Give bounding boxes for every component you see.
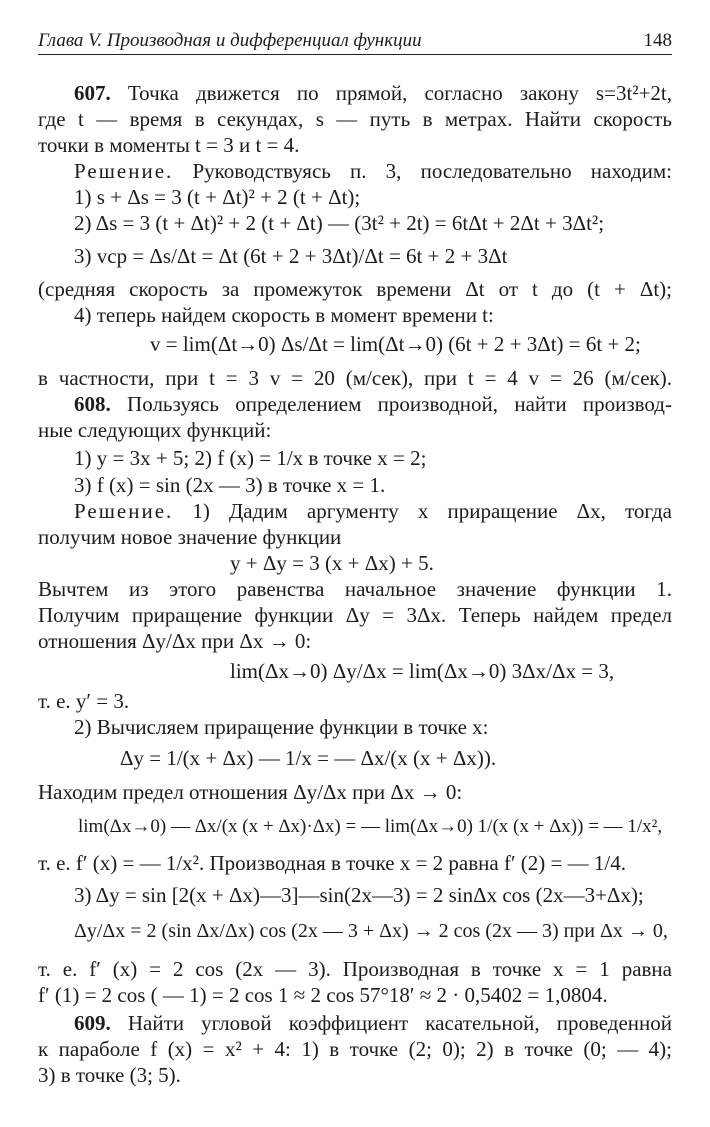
formula-line: Δy/Δx = 2 (sin Δx/Δx) cos (2x — 3 + Δx) → 2 cos (2x — 3) при Δx → 0, — [74, 920, 668, 942]
text-line: т. е. f′ (x) = 2 cos (2x — 3). Производная в точке x = 1 равна — [38, 957, 672, 981]
solution-label: Решение. — [74, 159, 174, 183]
text-line: 4) теперь найдем скорость в момент времени t: — [74, 303, 494, 327]
problem-number: 608. — [74, 392, 111, 416]
chapter-title: Глава V. Производная и дифференциал функции — [38, 30, 422, 51]
formula-line: 3) Δy = sin [2(x + Δx)—3]—sin(2x—3) = 2 sinΔx cos (2x—3+Δx); — [74, 883, 644, 907]
text-line: отношения Δy/Δx при Δx → 0: — [38, 629, 312, 653]
problem-number: 607. — [74, 81, 111, 105]
text-line: (средняя скорость за промежуток времени Δt от t до (t + Δt); — [38, 277, 672, 301]
text-line: Решение. 1) Дадим аргументу x приращение Δx, тогда — [74, 499, 672, 523]
text-line: где t — время в секундах, s — путь в метрах. Найти скорость — [38, 107, 672, 131]
formula-line: 1) s + Δs = 3 (t + Δt)² + 2 (t + Δt); — [74, 185, 361, 209]
page-number: 148 — [643, 30, 672, 51]
text-line: Получим приращение функции Δy = 3Δx. Теперь найдем предел — [38, 603, 672, 627]
text-line: ные следующих функций: — [38, 418, 272, 442]
page-header — [38, 28, 672, 55]
formula-line: lim(Δx→0) Δy/Δx = lim(Δx→0) 3Δx/Δx = 3, — [230, 659, 615, 683]
text-line: т. е. f′ (x) = — 1/x². Производная в точке x = 2 равна f′ (2) = — 1/4. — [38, 851, 626, 875]
formula-line: 1) y = 3x + 5; 2) f (x) = 1/x в точке x = 2; — [74, 446, 427, 470]
formula-line: y + Δy = 3 (x + Δx) + 5. — [230, 551, 434, 575]
text-line: 2) Вычисляем приращение функции в точке x: — [74, 715, 489, 739]
text-line: к параболе f (x) = x² + 4: 1) в точке (2; 0); 2) в точке (0; — 4); — [38, 1037, 672, 1061]
text-line: в частности, при t = 3 v = 20 (м/сек), при t = 4 v = 26 (м/сек). — [38, 366, 672, 390]
formula-line: lim(Δx→0) — Δx/(x (x + Δx)·Δx) = — lim(Δx→0) 1/(x (x + Δx)) = — 1/x², — [78, 816, 663, 837]
formula-line: 3) f (x) = sin (2x — 3) в точке x = 1. — [74, 473, 386, 497]
formula-line: f′ (1) = 2 cos ( — 1) = 2 cos 1 ≈ 2 cos 57°18′ ≈ 2 · 0,5402 = 1,0804. — [38, 983, 608, 1007]
solution-label: Решение. — [74, 499, 174, 523]
text-line: 608. Пользуясь определением производной, найти производ- — [74, 392, 672, 416]
text-line: точки в моменты t = 3 и t = 4. — [38, 133, 300, 157]
text-line: 3) в точке (3; 5). — [38, 1063, 181, 1087]
text-line: Вычтем из этого равенства начальное значение функции 1. — [38, 577, 672, 601]
text-line: Решение. Руководствуясь п. 3, последовательно находим: — [74, 159, 672, 183]
text-line: Находим предел отношения Δy/Δx при Δx → 0: — [38, 780, 463, 804]
text-line: получим новое значение функции — [38, 525, 342, 549]
text-line: 609. Найти угловой коэффициент касательной, проведенной — [74, 1011, 672, 1035]
text-line: 607. Точка движется по прямой, согласно закону s=3t²+2t, — [74, 81, 672, 105]
formula-line: 2) Δs = 3 (t + Δt)² + 2 (t + Δt) — (3t² + 2t) = 6tΔt + 2Δt + 3Δt²; — [74, 211, 605, 235]
problem-number: 609. — [74, 1011, 111, 1035]
formula-line: 3) vср = Δs/Δt = Δt (6t + 2 + 3Δt)/Δt = 6t + 2 + 3Δt — [74, 244, 508, 268]
formula-line: v = lim(Δt→0) Δs/Δt = lim(Δt→0) (6t + 2 + 3Δt) = 6t + 2; — [150, 332, 641, 356]
text-line: т. е. y′ = 3. — [38, 689, 130, 713]
formula-line: Δy = 1/(x + Δx) — 1/x = — Δx/(x (x + Δx)). — [120, 746, 497, 770]
